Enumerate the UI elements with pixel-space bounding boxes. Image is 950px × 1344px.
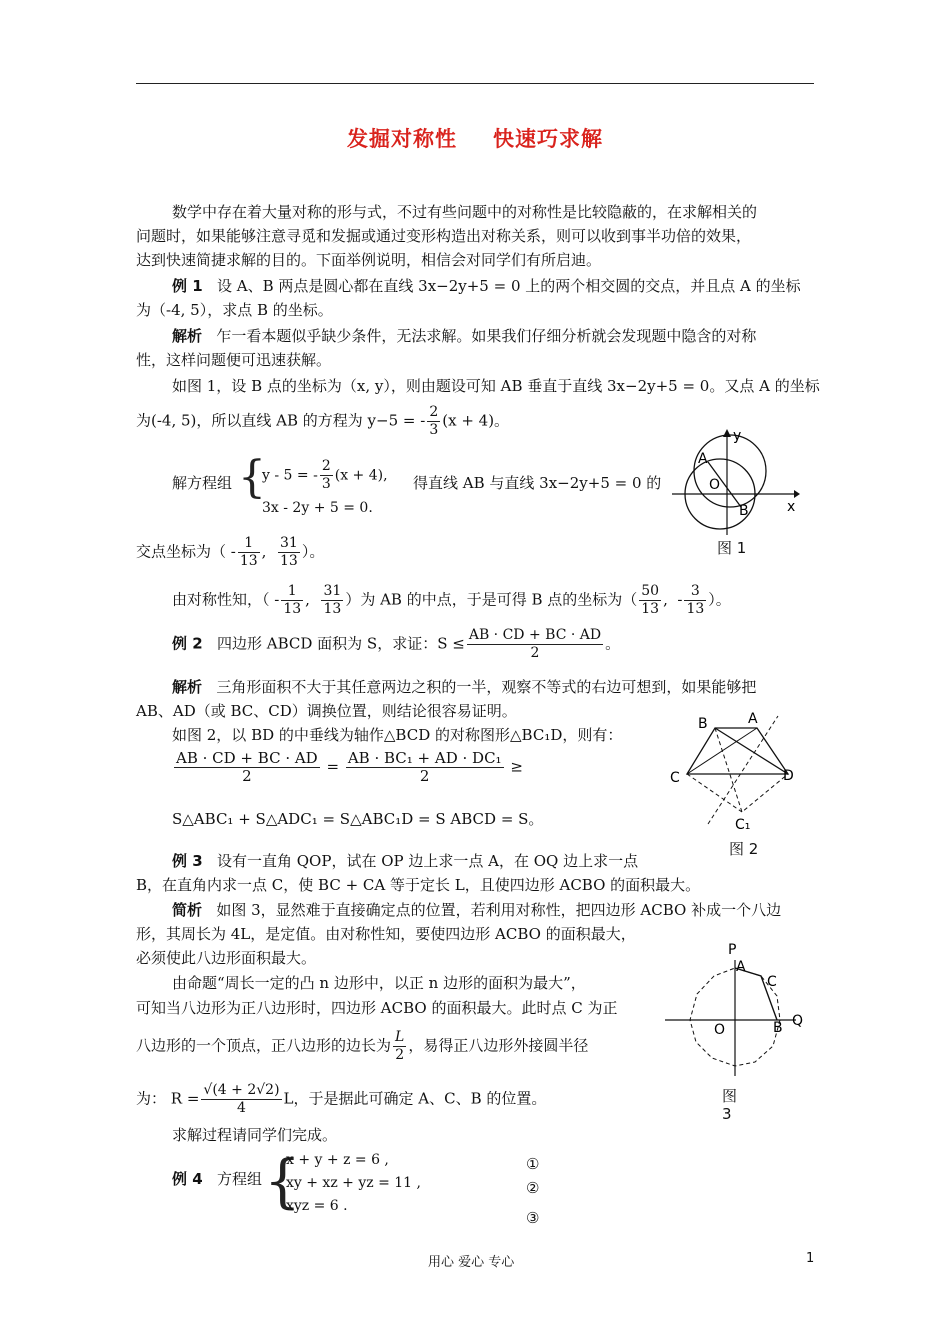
example-3-line-2: B，在直角内求一点 C，使 BC + CA 等于定长 L，且使四边形 ACBO 的面积最大。 — [136, 876, 701, 894]
system-4-eq3: xyz = 6 . — [286, 1198, 348, 1214]
solution-3-line-2: 形，其周长为 4L，是定值。由对称性知，要使四边形 ACBO 的面积最大， — [136, 925, 636, 943]
solution-3-label: 简析 — [172, 901, 203, 919]
fig2-label-B: B — [698, 716, 708, 732]
fig2-label-A: A — [748, 711, 758, 727]
area-line: S△ABC₁ + S△ADC₁ = S△ABC₁D = S ABCD = S。 — [172, 810, 544, 828]
fig1-label-O: O — [709, 477, 721, 493]
solution-1-label: 解析 — [172, 327, 203, 345]
example-2: 例 2 四边形 ABCD 面积为 S，求证：S ≤ $\frac{AB \cdot CD + BC \cdot AD}{2}$ 。 — [172, 627, 621, 661]
fig3-label-A: A — [736, 959, 746, 975]
solution-1-line-4: 为(-4, 5)，所以直线 AB 的方程为 y−5 = - $\frac{2}{3}$ (x + 4)。 — [136, 404, 510, 438]
mark-2: ② — [526, 1179, 540, 1197]
solution-1-line-3: 如图 1，设 B 点的坐标为（x, y），则由题设可知 AB 垂直于直线 3x−2y+5 = 0。又点 A 的坐标 — [172, 377, 820, 395]
fig3-label-Q: Q — [792, 1013, 804, 1029]
midpoint-line: 由对称性知，（ - $\frac{1}{13}$ , $\frac{31}{13}$ ）为 AB 的中点，于是可得 B 点的坐标为（ $\frac{50}{13}$ , - $\frac{3}{13}$ ）。 — [172, 583, 731, 617]
system-4-eq1: x + y + z = 6 , — [286, 1152, 389, 1168]
fig1-label-y: y — [733, 428, 742, 444]
solution-2-line-2: AB、AD（或 BC、CD）调换位置，则结论很容易证明。 — [136, 702, 517, 720]
example-1-text: 设 A、B 两点是圆心都在直线 3x−2y+5 = 0 上的两个相交圆的交点，并且点 A 的坐标 — [216, 277, 801, 295]
fraction-two-thirds: $\frac{2}{3}$ — [429, 404, 439, 438]
intro-line-1: 数学中存在着大量对称的形与式，不过有些问题中的对称性是比较隐蔽的，在求解相关的 — [172, 203, 758, 221]
solution-2: 解析 三角形面积不大于其任意两边之积的一半，观察不等式的右边可想到，如果能够把 — [172, 678, 757, 696]
page-title — [0, 123, 950, 153]
fig2-label-C: C — [670, 770, 680, 786]
page-number: 1 — [806, 1251, 815, 1266]
figure-1-caption: 图 1 — [717, 539, 747, 557]
fig2-label-D: D — [783, 768, 794, 784]
system-1-brace: { — [238, 452, 266, 503]
solution-3-line-3: 必须使此八边形面积最大。 — [136, 949, 317, 967]
solution-3-line-7: 为： R = $\frac{√(4 + 2√2)}{4}$ L，于是据此可确定 A、C、B 的位置。 — [136, 1082, 547, 1116]
figure-2-caption: 图 2 — [729, 840, 759, 858]
intro-line-3: 达到快速简捷求解的目的。下面举例说明，相信会对同学们有所启迪。 — [136, 251, 602, 269]
fig1-label-A: A — [698, 451, 708, 467]
solve-suffix: 得直线 AB 与直线 3x−2y+5 = 0 的 — [413, 474, 662, 492]
mark-1: ① — [526, 1155, 540, 1173]
figure-3-caption-b: 3 — [722, 1105, 732, 1123]
example-1 — [172, 274, 801, 298]
fig2-label-C1: C₁ — [735, 817, 751, 833]
system-1-eq1: y - 5 = - $\frac{2}{3}$ (x + 4), — [262, 458, 388, 492]
solve-prefix: 解方程组 — [172, 474, 233, 492]
system-1-eq2: 3x - 2y + 5 = 0. — [262, 500, 373, 516]
solution-1-text: 乍一看本题似乎缺少条件，无法求解。如果我们仔细分析就会发现题中隐含的对称 — [216, 327, 757, 345]
header-rule — [136, 83, 814, 84]
intersection-line: 交点坐标为（ - $\frac{1}{13}$ , $\frac{31}{13}$ ）。 — [136, 535, 325, 569]
system-4-eq2: xy + xz + yz = 11 , — [286, 1175, 421, 1191]
solution-3-line-6: 八边形的一个顶点，正八边形的边长为 $\frac{L}{2}$ ，易得正八边形外接圆半径 — [136, 1029, 589, 1063]
mark-3: ③ — [526, 1209, 540, 1227]
fig3-label-C: C — [767, 974, 777, 990]
solution-3: 简析 如图 3，显然难于直接确定点的位置，若利用对称性，把四边形 ACBO 补成一个八边 — [172, 901, 782, 919]
solution-1-line-2: 性，这样问题便可迅速获解。 — [136, 351, 332, 369]
example-4: 例 4 方程组 — [172, 1170, 262, 1188]
inequality-line: $\frac{AB \cdot CD + BC \cdot AD}{2}$ = $\frac{\text{AB · BC₁ + AD · DC₁}}{2}$ ≥ — [176, 749, 523, 785]
system-4-brace: { — [264, 1147, 301, 1215]
solution-1 — [172, 324, 756, 348]
title-part2: 快速巧求解 — [493, 127, 603, 151]
fig3-label-B: B — [773, 1020, 783, 1036]
solution-3-line-8: 求解过程请同学们完成。 — [172, 1126, 338, 1144]
example-1-line-2: 为（-4, 5），求点 B 的坐标。 — [136, 301, 333, 319]
footer-text: 用心 爱心 专心 — [428, 1255, 515, 1270]
solution-3-line-4: 由命题“周长一定的凸 n 边形中，以正 n 边形的面积为最大”， — [172, 974, 586, 992]
figure-2 — [660, 708, 800, 838]
solution-2-label: 解析 — [172, 678, 203, 696]
example-3-label: 例 3 — [172, 852, 203, 870]
example-2-label: 例 2 — [172, 634, 203, 653]
figure-3-caption-a: 图 — [722, 1087, 738, 1105]
fig1-label-x: x — [787, 499, 796, 515]
figure-1 — [670, 425, 800, 537]
fig3-label-P: P — [728, 942, 737, 958]
fig3-label-O: O — [714, 1022, 726, 1038]
title-part1: 发掘对称性 — [347, 127, 457, 151]
intro-line-2: 问题时，如果能够注意寻觅和发掘或通过变形构造出对称关系，则可以收到事半功倍的效果， — [136, 227, 752, 245]
fig1-label-B: B — [739, 503, 749, 519]
example-1-label: 例 1 — [172, 277, 203, 295]
example-4-label: 例 4 — [172, 1170, 203, 1188]
solution-2-line-3: 如图 2，以 BD 的中垂线为轴作△BCD 的对称图形△BC₁D，则有： — [172, 726, 623, 744]
solution-3-line-5: 可知当八边形为正八边形时，四边形 ACBO 的面积最大。此时点 C 为正 — [136, 999, 618, 1017]
figure-3 — [660, 938, 810, 1078]
example-3: 例 3 设有一直角 QOP，试在 OP 边上求一点 A，在 OQ 边上求一点 — [172, 852, 639, 870]
